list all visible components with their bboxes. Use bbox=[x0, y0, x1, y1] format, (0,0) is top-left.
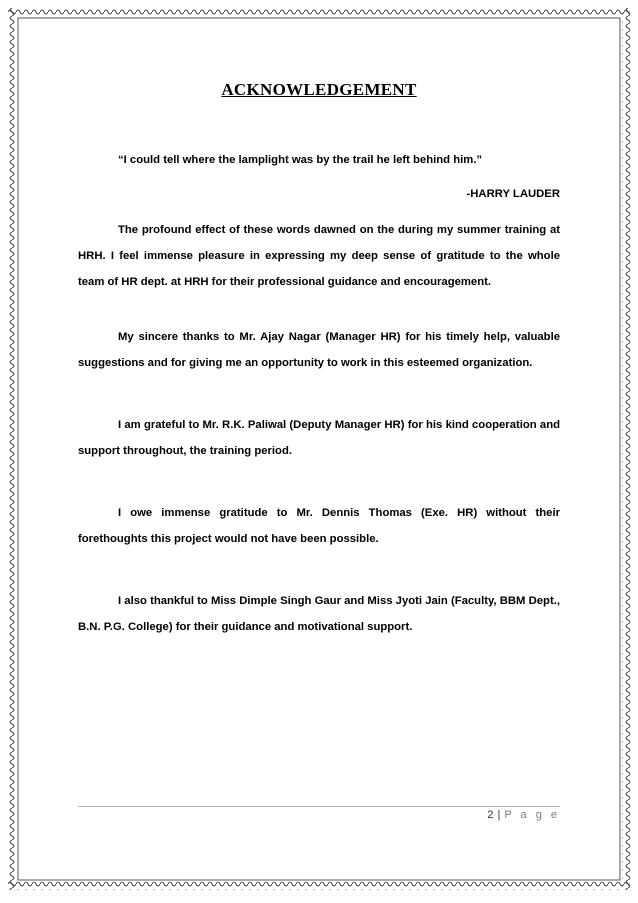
epigraph-author: -HARRY LAUDER bbox=[466, 188, 560, 200]
paragraph-1: The profound effect of these words dawned on the during my summer training at HRH. I feel immense pleasure in expressing my deep sense of gratitude to the whole team of HR dept. at HRH for their professional guidance and encouragement. bbox=[78, 224, 560, 288]
page-number: 2 bbox=[487, 809, 494, 821]
footer-separator: | bbox=[497, 809, 501, 821]
page-label: P a g e bbox=[504, 809, 560, 821]
page-title: ACKNOWLEDGEMENT bbox=[221, 80, 417, 99]
footer-divider bbox=[78, 806, 560, 807]
paragraph-3: I am grateful to Mr. R.K. Paliwal (Deputy Manager HR) for his kind cooperation and support throughout, the training period. bbox=[78, 419, 560, 457]
epigraph-quote: “I could tell where the lamplight was by the trail he left behind him.” bbox=[118, 154, 483, 166]
page-footer bbox=[487, 809, 560, 821]
paragraph-2: My sincere thanks to Mr. Ajay Nagar (Manager HR) for his timely help, valuable suggestions and for giving me an opportunity to work in this esteemed organization. bbox=[78, 331, 560, 369]
paragraph-4: I owe immense gratitude to Mr. Dennis Thomas (Exe. HR) without their forethoughts this project would not have been possible. bbox=[78, 507, 560, 545]
paragraph-5: I also thankful to Miss Dimple Singh Gaur and Miss Jyoti Jain (Faculty, BBM Dept., B.N. P.G. College) for their guidance and motivational support. bbox=[78, 595, 560, 633]
